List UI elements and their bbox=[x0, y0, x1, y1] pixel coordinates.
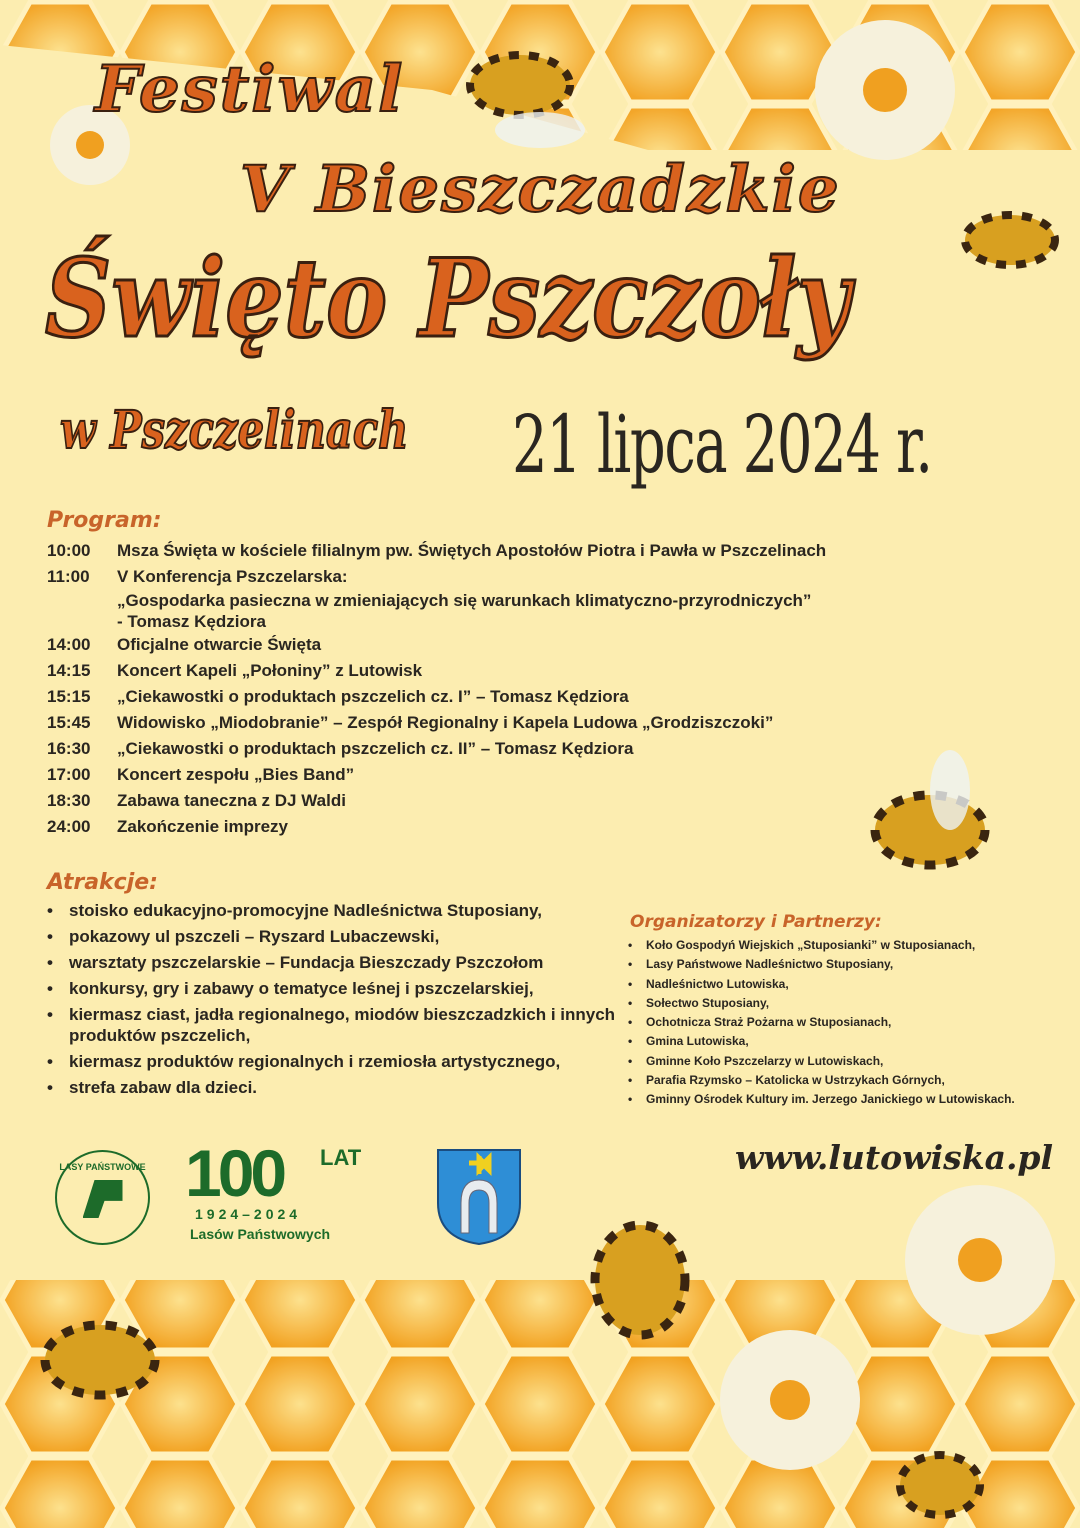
100-lat-years: 1924–2024 bbox=[195, 1206, 302, 1222]
program-text: Zabawa taneczna z DJ Waldi bbox=[117, 791, 346, 810]
attraction-item bbox=[47, 1051, 617, 1072]
organizer-text: • Lasy Państwowe Nadleśnictwo Stuposiany, bbox=[646, 957, 894, 972]
program-item-detail bbox=[47, 590, 947, 611]
program-heading: Program: bbox=[47, 508, 162, 533]
attraction-item bbox=[47, 900, 617, 921]
title-edition: V Bieszczadzkie bbox=[240, 152, 841, 227]
attraction-item bbox=[47, 952, 617, 973]
program-time: 18:30 bbox=[47, 791, 91, 810]
title-main: Święto Pszczoły bbox=[45, 236, 850, 362]
organizer-item bbox=[628, 1090, 1015, 1109]
100-lat-logo bbox=[185, 1136, 365, 1246]
organizers-list bbox=[628, 936, 1015, 1110]
organizer-text: • Koło Gospodyń Wiejskich „Stuposianki” w Stuposianach, bbox=[646, 938, 976, 952]
program-text: Koncert Kapeli „Połoniny” z Lutowisk bbox=[117, 661, 423, 680]
program-time: 24:00 bbox=[47, 817, 91, 836]
program-time: 15:15 bbox=[47, 687, 91, 706]
program-list bbox=[47, 538, 947, 840]
lasy-logo-mark bbox=[83, 1180, 123, 1218]
program-time: 14:15 bbox=[47, 661, 91, 680]
flower-icon bbox=[720, 1330, 860, 1470]
organizer-text: • Gmina Lutowiska, bbox=[646, 1034, 749, 1049]
bee-icon bbox=[45, 1325, 155, 1395]
program-detail-text: „Gospodarka pasieczna w zmieniających się warunkach klimatyczno-przyrodniczych” bbox=[117, 591, 812, 610]
attraction-text: • warsztaty pszczelarskie – Fundacja Bieszczady Pszczołom bbox=[69, 953, 544, 972]
program-text: Koncert zespołu „Bies Band” bbox=[117, 765, 355, 784]
organizer-text: • Parafia Rzymsko – Katolicka w Ustrzykach Górnych, bbox=[646, 1073, 945, 1088]
program-text: V Konferencja Pszczelarska: bbox=[117, 567, 348, 586]
organizers-heading: Organizatorzy i Partnerzy: bbox=[630, 912, 882, 932]
program-item bbox=[47, 710, 947, 736]
organizer-text: • Gminne Koło Pszczelarzy w Lutowiskach, bbox=[646, 1053, 884, 1068]
website-link[interactable]: www.lutowiska.pl bbox=[735, 1138, 1054, 1177]
program-item bbox=[47, 538, 947, 564]
program-text: Widowisko „Miodobranie” – Zespół Regionalny i Kapela Ludowa „Grodziszczoki” bbox=[117, 713, 774, 732]
bee-icon bbox=[900, 1455, 980, 1515]
flower-icon bbox=[815, 20, 955, 160]
attraction-item bbox=[47, 926, 617, 947]
title-festiwal: Festiwal bbox=[95, 52, 405, 127]
organizer-text: • Ochotnicza Straż Pożarna w Stuposianach, bbox=[646, 1015, 892, 1030]
program-item bbox=[47, 564, 947, 590]
program-time: 10:00 bbox=[47, 541, 91, 560]
attractions-list bbox=[47, 900, 617, 1103]
organizer-text: • Nadleśnictwo Lutowiska, bbox=[646, 976, 789, 991]
program-text: Oficjalne otwarcie Święta bbox=[117, 635, 322, 654]
organizer-text: • Gminny Ośrodek Kultury im. Jerzego Janickiego w Lutowiskach. bbox=[646, 1092, 1015, 1107]
attraction-item bbox=[47, 1077, 617, 1098]
organizer-item bbox=[628, 1052, 1015, 1071]
program-time-spacer bbox=[47, 611, 117, 632]
program-text: „Ciekawostki o produktach pszczelich cz. I” – Tomasz Kędziora bbox=[117, 687, 629, 706]
organizer-item bbox=[628, 1032, 1015, 1051]
program-item bbox=[47, 788, 947, 814]
organizer-item bbox=[628, 994, 1015, 1013]
bee-icon bbox=[965, 215, 1055, 265]
program-item bbox=[47, 658, 947, 684]
program-time: 17:00 bbox=[47, 765, 91, 784]
attraction-text: • stoisko edukacyjno-promocyjne Nadleśnictwa Stuposiany, bbox=[69, 901, 542, 920]
program-time: 15:45 bbox=[47, 713, 91, 732]
program-text: Msza Święta w kościele filialnym pw. Świętych Apostołów Piotra i Pawła w Pszczelinach bbox=[117, 541, 827, 560]
attraction-text: • strefa zabaw dla dzieci. bbox=[69, 1078, 258, 1097]
organizer-item bbox=[628, 955, 1015, 974]
event-date: 21 lipca 2024 r. bbox=[512, 398, 932, 491]
program-text: Zakończenie imprezy bbox=[117, 817, 289, 836]
100-lat-subtitle: Lasów Państwowych bbox=[190, 1226, 331, 1242]
program-item bbox=[47, 814, 947, 840]
100-lat-label: LAT bbox=[320, 1145, 362, 1170]
program-text: „Ciekawostki o produktach pszczelich cz. II” – Tomasz Kędziora bbox=[117, 739, 634, 758]
organizer-text: • Sołectwo Stuposiany, bbox=[646, 995, 770, 1010]
attraction-text: • kiermasz produktów regionalnych i rzemiosła artystycznego, bbox=[69, 1052, 561, 1071]
lasy-logo-text: LASY PAŃSTWOWE bbox=[59, 1162, 146, 1172]
program-item bbox=[47, 684, 947, 710]
program-time: 11:00 bbox=[47, 567, 90, 586]
flower-icon bbox=[905, 1185, 1055, 1335]
lasy-panstwowe-logo bbox=[55, 1150, 150, 1245]
program-item-detail bbox=[47, 611, 947, 632]
program-item bbox=[47, 736, 947, 762]
attraction-text: • konkursy, gry i zabawy o tematyce leśnej i pszczelarskiej, bbox=[69, 979, 534, 998]
program-time: 16:30 bbox=[47, 739, 91, 758]
organizer-item bbox=[628, 975, 1015, 994]
program-detail-text: - Tomasz Kędziora bbox=[117, 612, 266, 631]
program-item bbox=[47, 762, 947, 788]
coat-of-arms-icon bbox=[436, 1148, 522, 1246]
organizer-item bbox=[628, 1013, 1015, 1032]
attraction-text: • pokazowy ul pszczeli – Ryszard Lubaczewski, bbox=[69, 927, 440, 946]
100-lat-number: 100 bbox=[185, 1136, 284, 1210]
organizer-item bbox=[628, 936, 1015, 955]
attractions-heading: Atrakcje: bbox=[47, 870, 158, 895]
organizer-item bbox=[628, 1071, 1015, 1090]
attraction-item bbox=[47, 1004, 617, 1046]
title-location: w Pszczelinach bbox=[60, 400, 409, 461]
program-time-spacer bbox=[47, 590, 117, 611]
attraction-item bbox=[47, 978, 617, 999]
attraction-text: • kiermasz ciast, jadła regionalnego, miodów bieszczadzkich i innych produktów pszczelich, bbox=[69, 1005, 616, 1045]
program-time: 14:00 bbox=[47, 635, 91, 654]
bee-icon bbox=[595, 1225, 685, 1335]
program-item bbox=[47, 632, 947, 658]
